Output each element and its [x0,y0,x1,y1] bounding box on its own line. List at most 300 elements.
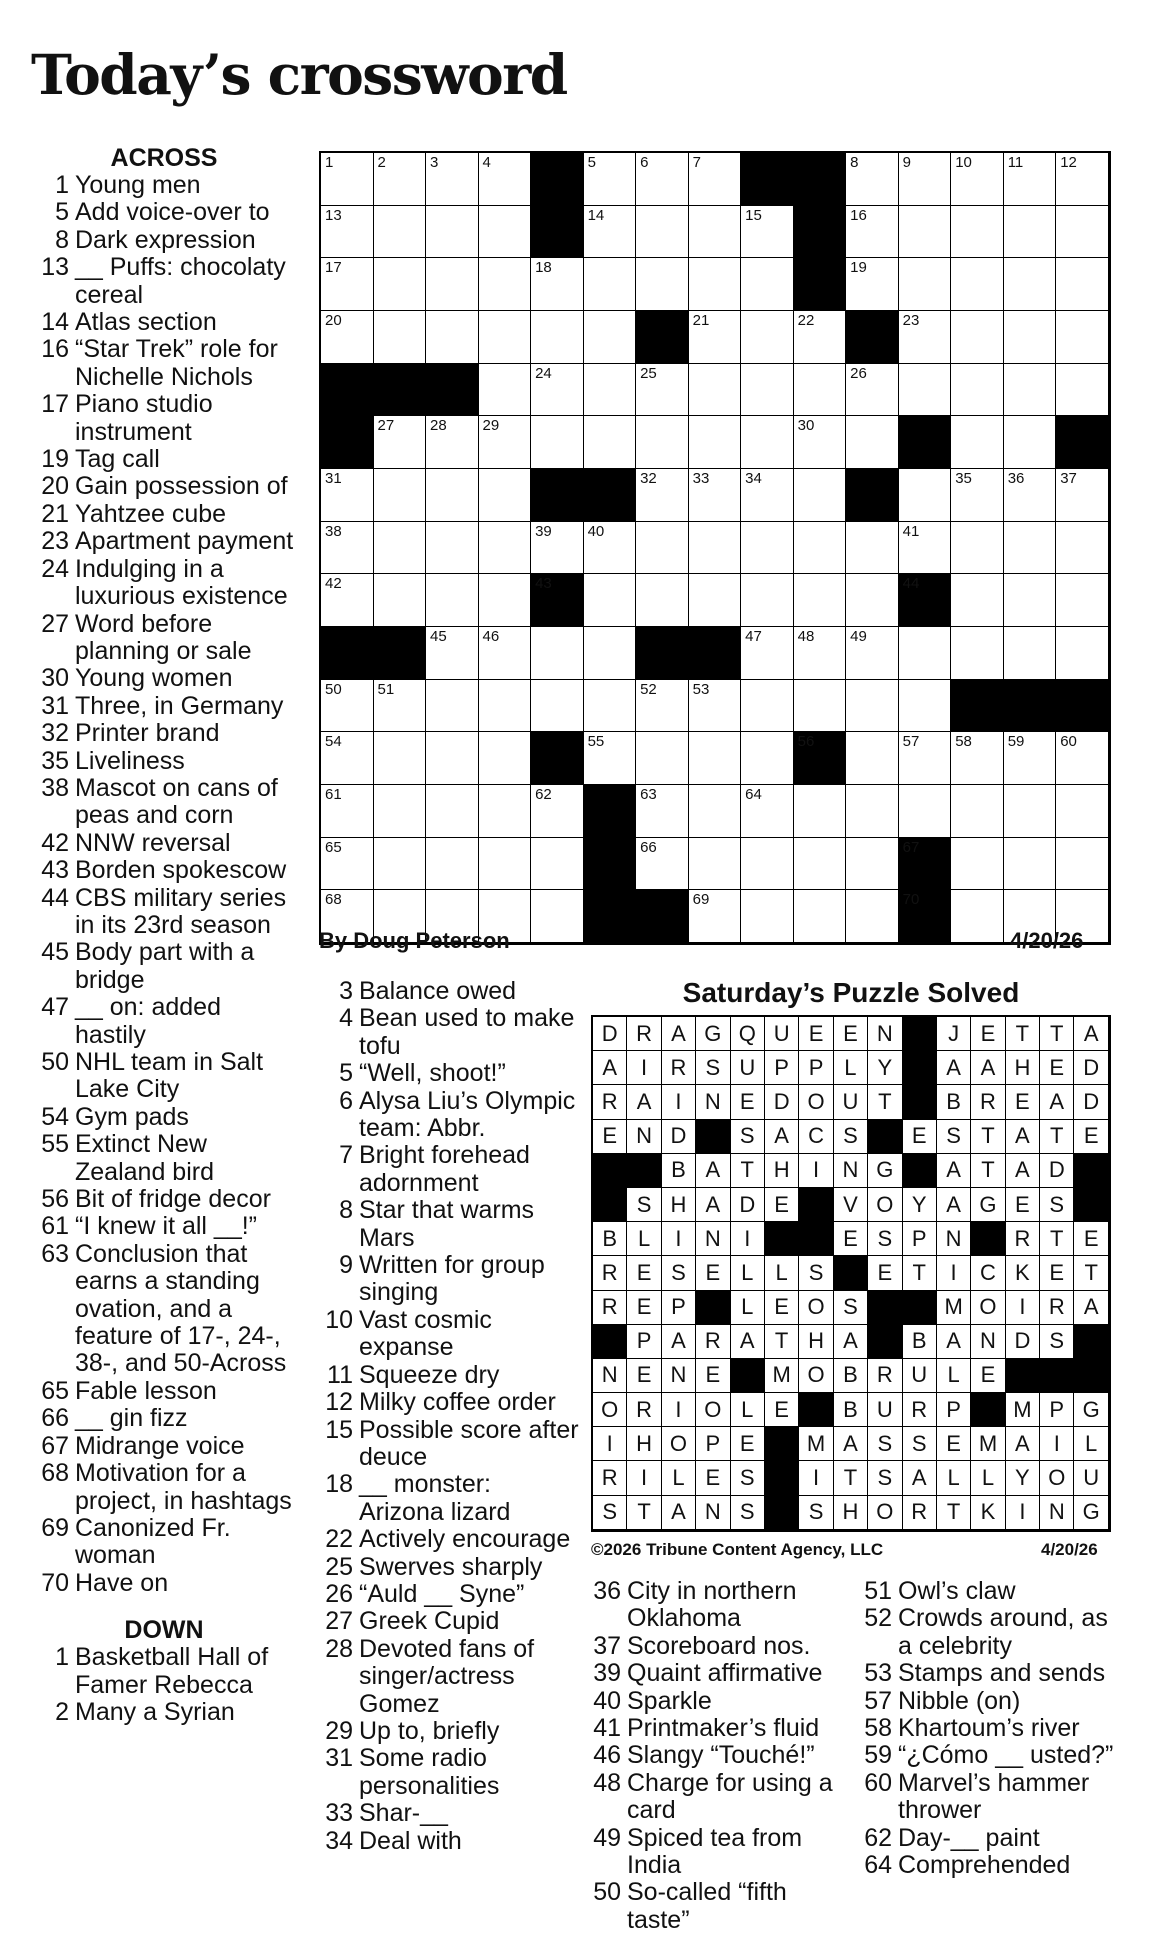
grid-cell[interactable] [426,311,479,364]
solved-letter: E [1006,1188,1040,1222]
grid-cell[interactable] [321,153,374,206]
solved-letter: Y [868,1051,902,1085]
grid-cell[interactable] [741,311,794,364]
grid-cell[interactable] [689,785,742,838]
grid-cell[interactable] [689,416,742,469]
grid-cell[interactable] [479,627,532,680]
clue-number: 45 [41,938,69,967]
clue-text: Bit of fridge decor [75,1185,271,1214]
black-square [899,838,952,891]
crossword-grid[interactable] [319,151,1111,945]
grid-cell[interactable] [531,627,584,680]
grid-cell[interactable] [479,258,532,311]
clue-item [33,1186,295,1213]
grid-cell[interactable] [689,311,742,364]
grid-cell[interactable] [426,416,479,469]
grid-cell[interactable] [794,890,847,943]
grid-cell[interactable] [426,838,479,891]
cell-number: 38 [325,522,342,540]
solved-letter: I [662,1222,696,1256]
grid-cell[interactable] [794,364,847,417]
grid-cell[interactable] [374,311,427,364]
clue-item [319,1828,581,1855]
grid-cell[interactable] [951,785,1004,838]
grid-cell[interactable] [794,838,847,891]
grid-cell[interactable] [1004,206,1057,259]
grid-cell[interactable] [689,680,742,733]
grid-cell[interactable] [846,680,899,733]
grid-cell[interactable] [426,627,479,680]
grid-cell[interactable] [741,416,794,469]
cell-number: 40 [587,522,605,540]
solved-letter: S [627,1188,661,1222]
down-clue-list-4 [858,1578,1120,1879]
clue-number: 61 [41,1212,69,1241]
grid-cell[interactable] [1004,838,1057,891]
grid-cell[interactable] [846,785,899,838]
grid-cell[interactable] [741,627,794,680]
grid-cell[interactable] [1004,364,1057,417]
grid-cell[interactable] [531,680,584,733]
grid-cell[interactable] [321,206,374,259]
clue-item [319,1800,581,1827]
clue-text: “Auld __ Syne” [359,1579,525,1608]
clue-number: 5 [55,198,69,227]
solved-black-square [868,1291,902,1325]
clue-text: Piano studio instrument [75,390,213,446]
grid-cell[interactable] [479,680,532,733]
grid-cell[interactable] [1004,522,1057,575]
solved-letter: A [937,1325,971,1359]
grid-cell[interactable] [636,574,689,627]
solved-puzzle-grid [591,1015,1111,1532]
solved-date: 4/20/26 [1041,1540,1098,1559]
grid-cell[interactable] [899,680,952,733]
cell-number: 37 [1060,469,1077,487]
solved-letter: A [662,1496,696,1530]
clue-text: Stamps and sends [898,1659,1106,1688]
clue-text: Motivation for a project, in hashtags [75,1459,292,1515]
grid-cell[interactable] [374,258,427,311]
grid-cell[interactable] [1056,206,1109,259]
grid-cell[interactable] [321,680,374,733]
solved-letter: G [696,1017,730,1051]
grid-cell[interactable] [846,364,899,417]
grid-cell[interactable] [426,153,479,206]
cell-number: 41 [902,522,920,540]
grid-cell[interactable] [321,522,374,575]
grid-cell[interactable] [374,153,427,206]
solved-letter: L [937,1359,971,1393]
grid-cell[interactable] [1004,416,1057,469]
grid-cell[interactable] [636,206,689,259]
grid-cell[interactable] [531,838,584,891]
clue-text: Squeeze dry [359,1360,500,1389]
grid-cell[interactable] [846,206,899,259]
grid-cell[interactable] [951,364,1004,417]
grid-cell[interactable] [1056,522,1109,575]
clue-item [33,611,295,666]
grid-cell[interactable] [479,364,532,417]
grid-cell[interactable] [951,627,1004,680]
grid-cell[interactable] [846,258,899,311]
grid-cell[interactable] [636,785,689,838]
grid-cell[interactable] [951,574,1004,627]
cell-number: 66 [640,838,657,856]
grid-cell[interactable] [426,258,479,311]
grid-cell[interactable] [741,469,794,522]
clue-item [319,1471,581,1526]
grid-cell[interactable] [321,469,374,522]
cell-number: 56 [797,733,815,751]
grid-cell[interactable] [374,680,427,733]
grid-cell[interactable] [1056,469,1109,522]
grid-cell[interactable] [426,574,479,627]
grid-cell[interactable] [374,469,427,522]
grid-cell[interactable] [1056,364,1109,417]
clue-item [33,336,295,391]
grid-cell[interactable] [951,153,1004,206]
solved-letter: S [731,1120,765,1154]
black-square [1056,416,1109,469]
cell-number: 13 [325,206,342,224]
clue-item [33,254,295,309]
grid-cell[interactable] [951,416,1004,469]
grid-cell[interactable] [479,732,532,785]
black-square [794,258,847,311]
grid-cell[interactable] [584,680,637,733]
grid-cell[interactable] [584,311,637,364]
grid-cell[interactable] [689,838,742,891]
grid-cell[interactable] [899,785,952,838]
grid-cell[interactable] [689,890,742,943]
down-clue-list-3 [587,1578,849,1934]
grid-cell[interactable] [636,364,689,417]
grid-cell[interactable] [794,416,847,469]
grid-cell[interactable] [951,890,1004,943]
grid-cell[interactable] [846,153,899,206]
clue-item [33,775,295,830]
cell-number: 18 [535,259,552,277]
grid-cell[interactable] [899,522,952,575]
grid-cell[interactable] [794,311,847,364]
grid-cell[interactable] [794,680,847,733]
grid-cell[interactable] [899,258,952,311]
grid-cell[interactable] [321,732,374,785]
cell-number: 28 [430,417,447,435]
grid-cell[interactable] [584,732,637,785]
grid-cell[interactable] [1056,153,1109,206]
clue-number: 50 [593,1878,621,1907]
clue-item [33,199,295,226]
grid-cell[interactable] [479,522,532,575]
grid-cell[interactable] [479,206,532,259]
grid-cell[interactable] [689,206,742,259]
grid-cell[interactable] [951,838,1004,891]
grid-cell[interactable] [846,574,899,627]
grid-cell[interactable] [636,469,689,522]
grid-cell[interactable] [531,785,584,838]
grid-cell[interactable] [321,838,374,891]
grid-cell[interactable] [374,206,427,259]
grid-cell[interactable] [899,364,952,417]
solved-letter: A [1006,1120,1040,1154]
solved-black-square [868,1325,902,1359]
grid-cell[interactable] [689,732,742,785]
clue-number: 18 [325,1470,353,1499]
grid-cell[interactable] [584,522,637,575]
grid-cell[interactable] [899,732,952,785]
grid-cell[interactable] [531,364,584,417]
grid-cell[interactable] [899,206,952,259]
grid-cell[interactable] [1056,574,1109,627]
grid-cell[interactable] [899,153,952,206]
grid-cell[interactable] [479,416,532,469]
solved-letter: L [662,1461,696,1495]
grid-cell[interactable] [1056,838,1109,891]
solved-black-square [1074,1359,1108,1393]
grid-cell[interactable] [636,258,689,311]
solved-letter: D [1040,1154,1074,1188]
grid-cell[interactable] [846,732,899,785]
grid-cell[interactable] [479,311,532,364]
grid-cell[interactable] [741,258,794,311]
grid-cell[interactable] [846,522,899,575]
grid-cell[interactable] [689,153,742,206]
grid-cell[interactable] [741,785,794,838]
clue-number: 47 [41,993,69,1022]
solved-letter: L [731,1256,765,1290]
solved-letter: A [593,1051,627,1085]
grid-cell[interactable] [321,311,374,364]
solved-letter: L [627,1222,661,1256]
grid-cell[interactable] [1056,311,1109,364]
grid-cell[interactable] [1004,469,1057,522]
grid-cell[interactable] [1056,732,1109,785]
grid-cell[interactable] [636,522,689,575]
solved-letter: B [834,1393,868,1427]
solved-black-square [1074,1325,1108,1359]
solved-letter: E [765,1393,799,1427]
black-square [741,153,794,206]
grid-cell[interactable] [321,574,374,627]
black-square [689,627,742,680]
cell-number: 48 [797,627,815,645]
grid-cell[interactable] [426,785,479,838]
grid-cell[interactable] [899,311,952,364]
page-title: Today’s crossword [31,42,567,107]
grid-cell[interactable] [584,627,637,680]
grid-cell[interactable] [689,574,742,627]
grid-cell[interactable] [531,890,584,943]
clue-item [858,1715,1120,1742]
grid-cell[interactable] [951,206,1004,259]
solved-letter: N [1040,1496,1074,1530]
grid-cell[interactable] [741,732,794,785]
solved-black-square [1074,1154,1108,1188]
grid-cell[interactable] [1004,574,1057,627]
grid-cell[interactable] [741,680,794,733]
clue-number: 48 [593,1768,621,1797]
solved-black-square [868,1120,902,1154]
clue-text: Sparkle [627,1686,712,1715]
grid-cell[interactable] [531,416,584,469]
grid-cell[interactable] [584,258,637,311]
grid-cell[interactable] [741,522,794,575]
clue-item [33,748,295,775]
clue-number: 30 [41,664,69,693]
grid-cell[interactable] [584,364,637,417]
grid-cell[interactable] [374,574,427,627]
grid-cell[interactable] [584,206,637,259]
grid-cell[interactable] [794,785,847,838]
grid-cell[interactable] [584,574,637,627]
grid-cell[interactable] [1004,785,1057,838]
grid-cell[interactable] [794,627,847,680]
clue-number: 51 [864,1577,892,1605]
grid-cell[interactable] [321,258,374,311]
grid-cell[interactable] [531,311,584,364]
grid-cell[interactable] [636,838,689,891]
grid-cell[interactable] [1004,627,1057,680]
grid-cell[interactable] [951,522,1004,575]
grid-cell[interactable] [1004,153,1057,206]
grid-cell[interactable] [1056,785,1109,838]
clue-text: __ on: added hastily [75,993,221,1049]
solved-letter: H [765,1154,799,1188]
grid-cell[interactable] [794,469,847,522]
grid-cell[interactable] [1004,258,1057,311]
grid-cell[interactable] [794,522,847,575]
clue-text: CBS military series in its 23rd season [75,883,287,939]
grid-cell[interactable] [374,785,427,838]
cell-number: 34 [745,469,762,487]
grid-cell[interactable] [846,416,899,469]
grid-cell[interactable] [479,153,532,206]
grid-cell[interactable] [951,311,1004,364]
grid-cell[interactable] [846,627,899,680]
grid-cell[interactable] [951,469,1004,522]
cell-number: 45 [430,627,447,645]
grid-cell[interactable] [636,680,689,733]
grid-cell[interactable] [531,522,584,575]
solved-black-square [903,1051,937,1085]
black-square [321,364,374,417]
solved-black-square [1040,1359,1074,1393]
grid-cell[interactable] [531,258,584,311]
cell-number: 9 [902,154,912,171]
clue-number: 31 [41,691,69,720]
grid-cell[interactable] [846,838,899,891]
clue-text: __ Puffs: chocolaty cereal [75,253,286,309]
clue-number: 12 [325,1388,353,1417]
grid-cell[interactable] [741,364,794,417]
grid-cell[interactable] [741,206,794,259]
solved-letter: A [937,1188,971,1222]
clue-text: Body part with a bridge [75,938,255,994]
clue-text: Up to, briefly [359,1716,500,1745]
grid-cell[interactable] [584,153,637,206]
cell-number: 6 [640,154,649,171]
solved-letter: G [868,1154,902,1188]
grid-cell[interactable] [584,416,637,469]
grid-cell[interactable] [1056,258,1109,311]
grid-cell[interactable] [1004,311,1057,364]
grid-cell[interactable] [1004,732,1057,785]
grid-cell[interactable] [636,732,689,785]
grid-cell[interactable] [689,364,742,417]
solved-letter: H [662,1188,696,1222]
clue-number: 34 [325,1826,353,1855]
cell-number: 61 [325,785,342,803]
grid-cell[interactable] [899,469,952,522]
grid-cell[interactable] [374,732,427,785]
solved-letter: U [903,1359,937,1393]
grid-cell[interactable] [741,574,794,627]
grid-cell[interactable] [374,522,427,575]
grid-cell[interactable] [1056,627,1109,680]
grid-cell[interactable] [636,153,689,206]
clue-item [33,501,295,528]
grid-cell[interactable] [741,890,794,943]
solved-letter: S [731,1461,765,1495]
black-square [531,206,584,259]
clue-text: __ gin fizz [75,1404,188,1433]
grid-cell[interactable] [426,522,479,575]
grid-cell[interactable] [689,469,742,522]
solved-black-square [765,1427,799,1461]
grid-cell[interactable] [741,838,794,891]
grid-cell[interactable] [951,258,1004,311]
grid-cell[interactable] [689,258,742,311]
grid-cell[interactable] [846,890,899,943]
grid-cell[interactable] [374,416,427,469]
black-square [636,311,689,364]
grid-cell[interactable] [426,469,479,522]
solved-letter: P [696,1427,730,1461]
cell-number: 11 [1007,154,1024,171]
grid-cell[interactable] [951,732,1004,785]
cell-number: 44 [902,575,920,593]
grid-cell[interactable] [374,838,427,891]
grid-cell[interactable] [479,785,532,838]
clue-number: 53 [864,1659,892,1688]
solved-letter: S [731,1496,765,1530]
clue-text: Comprehended [898,1851,1071,1880]
grid-cell[interactable] [899,627,952,680]
grid-cell[interactable] [636,416,689,469]
solved-letter: O [799,1359,833,1393]
solved-letter: A [937,1154,971,1188]
solved-letter: D [662,1120,696,1154]
grid-cell[interactable] [689,522,742,575]
grid-cell[interactable] [321,785,374,838]
cell-number: 58 [955,733,972,751]
solved-letter: E [1040,1256,1074,1290]
grid-cell[interactable] [426,680,479,733]
grid-cell[interactable] [479,574,532,627]
black-square [1004,680,1057,733]
grid-cell[interactable] [426,206,479,259]
solved-letter: A [1040,1085,1074,1119]
black-square [531,153,584,206]
grid-cell[interactable] [479,469,532,522]
solved-letter: S [696,1051,730,1085]
grid-cell[interactable] [426,732,479,785]
clue-number: 55 [41,1130,69,1159]
grid-cell[interactable] [794,574,847,627]
grid-cell[interactable] [479,838,532,891]
